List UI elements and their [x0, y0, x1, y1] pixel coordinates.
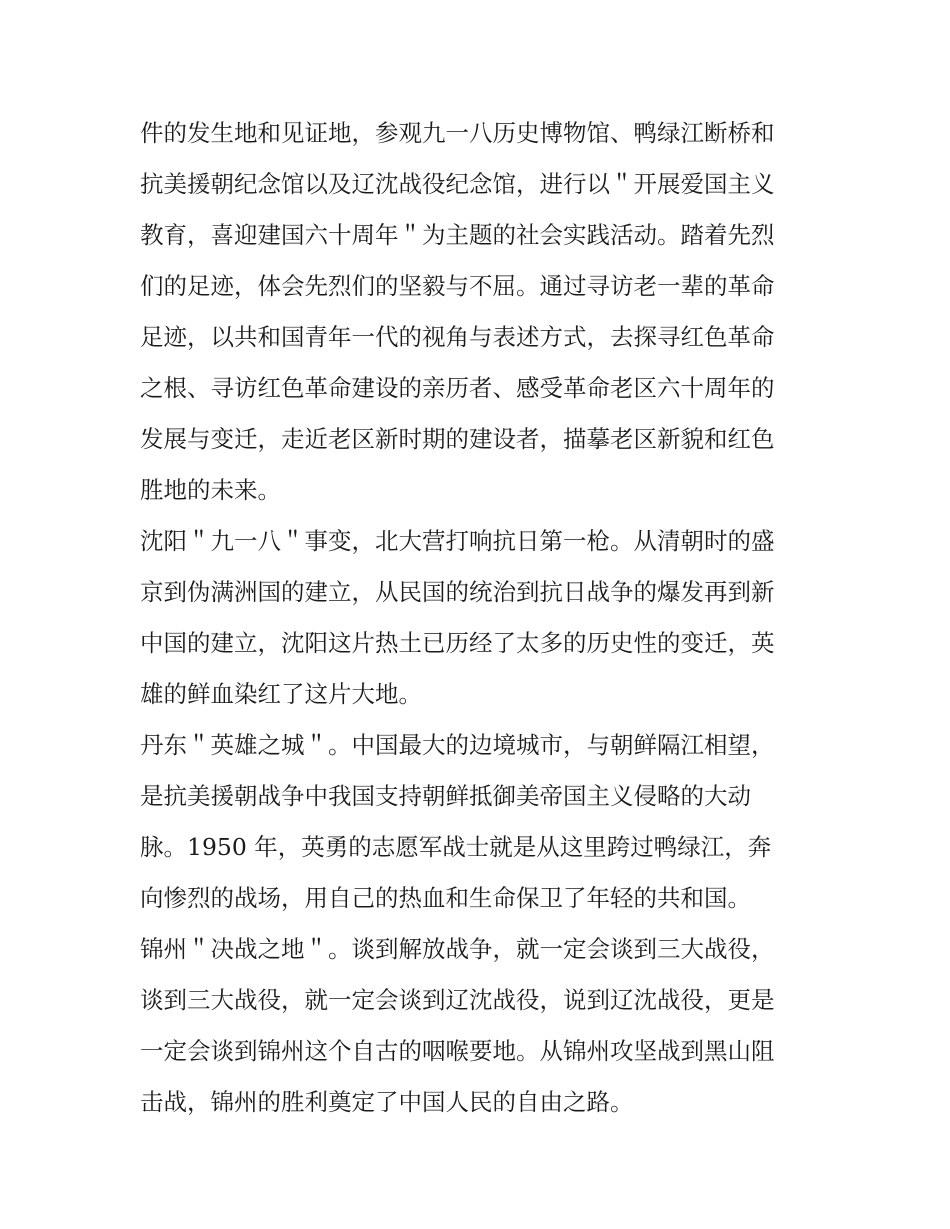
text-line: 们的足迹，体会先烈们的坚毅与不屈。通过寻访老一辈的革命	[140, 272, 775, 300]
text-line: 丹东＂英雄之城＂。中国最大的边境城市，与朝鲜隔江相望，	[140, 731, 775, 759]
text-line: 胜地的未来。	[140, 476, 281, 504]
text-line: 锦州＂决战之地＂。谈到解放战争，就一定会谈到三大战役，	[140, 935, 775, 963]
text-line: 是抗美援朝战争中我国支持朝鲜抵御美帝国主义侵略的大动	[140, 782, 751, 810]
document-body	[140, 108, 830, 1128]
text-line: 足迹，以共和国青年一代的视角与表述方式，去探寻红色革命	[140, 323, 775, 351]
text-line: 向惨烈的战场，用自己的热血和生命保卫了年轻的共和国。	[140, 884, 751, 912]
text-line: 沈阳＂九一八＂事变，北大营打响抗日第一枪。从清朝时的盛	[140, 527, 775, 555]
text-line: 击战，锦州的胜利奠定了中国人民的自由之路。	[140, 1088, 634, 1116]
text-line: 一定会谈到锦州这个自古的咽喉要地。从锦州攻坚战到黑山阻	[140, 1037, 775, 1065]
text-line: 谈到三大战役，就一定会谈到辽沈战役，说到辽沈战役，更是	[140, 986, 775, 1014]
text-line: 中国的建立，沈阳这片热土已历经了太多的历史性的变迁，英	[140, 629, 775, 657]
text-line: 脉。1950 年，英勇的志愿军战士就是从这里跨过鸭绿江，奔	[140, 833, 772, 861]
text-line: 件的发生地和见证地，参观九一八历史博物馆、鸭绿江断桥和	[140, 119, 775, 147]
text-line: 京到伪满洲国的建立，从民国的统治到抗日战争的爆发再到新	[140, 578, 775, 606]
text-line: 发展与变迁，走近老区新时期的建设者，描摹老区新貌和红色	[140, 425, 775, 453]
text-line: 雄的鲜血染红了这片大地。	[140, 680, 422, 708]
text-line: 之根、寻访红色革命建设的亲历者、感受革命老区六十周年的	[140, 374, 775, 402]
text-line: 教育，喜迎建国六十周年＂为主题的社会实践活动。踏着先烈	[140, 221, 775, 249]
text-line: 抗美援朝纪念馆以及辽沈战役纪念馆，进行以＂开展爱国主义	[140, 170, 775, 198]
